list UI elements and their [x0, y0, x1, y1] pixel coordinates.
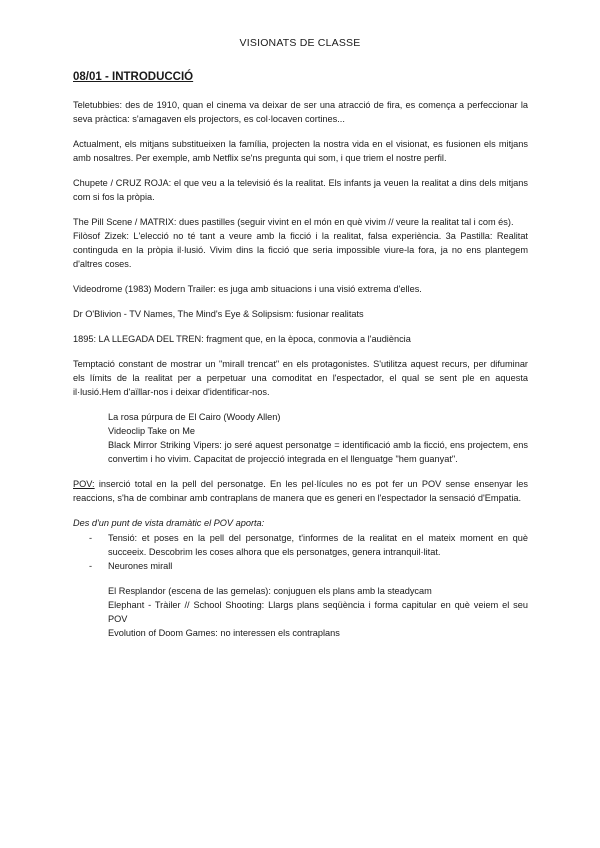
bullet-marker: - [89, 561, 93, 571]
bullet-text: Tensió: et poses en la pell del personatge, t'informes de la realitat en el mateix moment en què succeeix. Descobrim les coses alhora que els personatges, genera intranquil·litat. [108, 533, 528, 557]
bullet-text: Neurones mirall [108, 561, 173, 571]
bullet-marker: - [89, 533, 93, 543]
paragraph-matrix: The Pill Scene / MATRIX: dues pastilles (seguir vivint en el món en què vivim // veure la realitat tal i com és). [73, 217, 514, 227]
pov-subheading: Des d'un punt de vista dramàtic el POV aporta: [73, 518, 265, 528]
pov-text: inserció total en la pell del personatge. En les pel·lícules no es pot fer un POV sense ensenyar les reaccions, s'ha de combinar amb contraplans de manera que es generi en l'espectador la sensació d'Empatia. [73, 479, 528, 503]
paragraph-zizek: Filòsof Zizek: L'elecció no té tant a veure amb la ficció i la realitat, falsa experiència. 3a Pastilla: Realitat continguda en la pròpia il·lusió. Vivim dins la ficció que seria impossible viure-la fora, ja no ens plantegem d'altres coses. [73, 231, 528, 269]
document-body [73, 70, 528, 640]
pov-bullet-list [73, 531, 528, 573]
indented-item: La rosa púrpura de El Cairo (Woody Allen) [108, 412, 281, 422]
indented-examples [108, 410, 528, 466]
example-item: Evolution of Doom Games: no interessen els contraplans [108, 628, 340, 638]
example-item: Elephant - Tràiler // School Shooting: Llargs plans seqüència i forma capitular en què veiem el seu POV [108, 600, 528, 624]
paragraph-chupete: Chupete / CRUZ ROJA: el que veu a la televisió és la realitat. Els infants ja veuen la realitat a dins dels mitjans com si fos la pròpia. [73, 178, 528, 202]
paragraph-temptacio: Temptació constant de mostrar un "mirall trencat" en els protagonistes. S'utilitza aquest recurs, per difuminar els límits de la realitat per a perpetuar una comoditat en l'espectador, el qual se sent ple en aquesta il·lusió.Hem d'aïllar-nos i deixar d'identificar-nos. [73, 359, 528, 397]
section-heading: 08/01 - INTRODUCCIÓ [73, 71, 194, 83]
indented-item: Black Mirror Striking Vipers: jo seré aquest personatge = identificació amb la ficció, ens projectem, ens convertim i ho vivim. Capacitat de projecció integrada en el llenguatge "hem guanyat". [108, 440, 528, 464]
indented-item: Videoclip Take on Me [108, 426, 195, 436]
paragraph-teletubbies: Teletubbies: des de 1910, quan el cinema va deixar de ser una atracció de fira, es comença a perfeccionar la seva pràctica: s'amagaven els projectors, es col·locaven cortines... [73, 100, 528, 124]
example-item: El Resplandor (escena de las gemelas): conjuguen els plans amb la steadycam [108, 586, 432, 596]
paragraph-oblivion: Dr O'Blivion - TV Names, The Mind's Eye & Solipsism: fusionar realitats [73, 309, 364, 319]
paragraph-actualment: Actualment, els mitjans substitueixen la família, projecten la nostra vida en el visionat, es fusionen els mitjans amb nosaltres. Per exemple, amb Netflix se'ns pregunta qui som, i que triem el nostre perfil. [73, 139, 528, 163]
list-item [73, 531, 528, 559]
list-item [73, 559, 528, 573]
document-title: VISIONATS DE CLASSE [239, 37, 361, 49]
paragraph-llegada: 1895: LA LLEGADA DEL TREN: fragment que, en la època, conmovia a l'audiència [73, 334, 411, 344]
pov-label: POV: [73, 479, 95, 489]
pov-examples [108, 584, 528, 640]
paragraph-pov [73, 477, 528, 505]
paragraph-videodrome: Videodrome (1983) Modern Trailer: es juga amb situacions i una visió extrema d'elles. [73, 284, 422, 294]
